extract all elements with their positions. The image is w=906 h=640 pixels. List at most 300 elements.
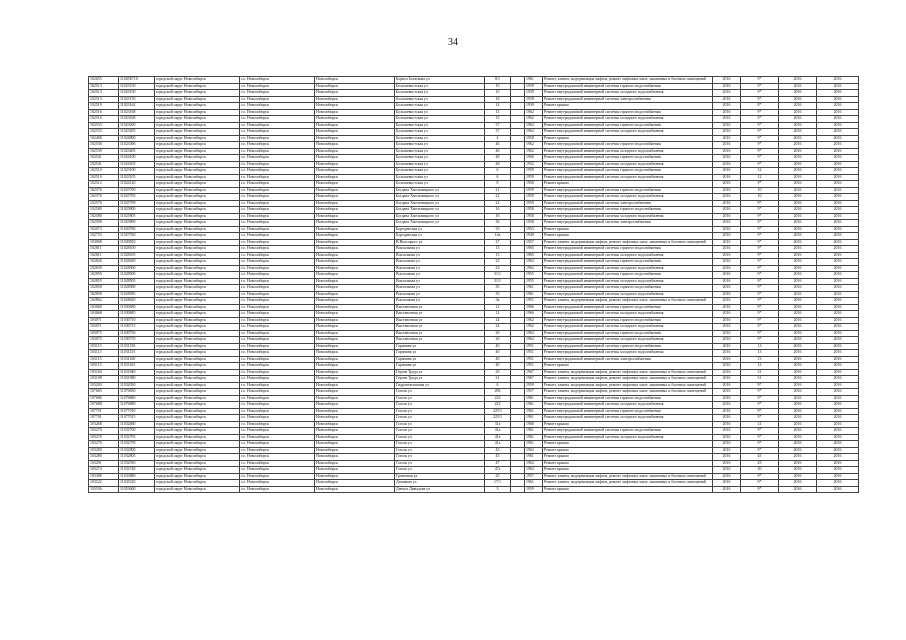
table-cell-n: 9* bbox=[741, 142, 779, 149]
table-cell-city: г.о. Новосибирск bbox=[240, 116, 315, 123]
table-cell-house: 24 bbox=[485, 324, 511, 331]
table-cell-house: 8 bbox=[485, 181, 511, 188]
table-cell-n: 9* bbox=[741, 259, 779, 266]
table-cell-street: Гоголя ул bbox=[395, 389, 485, 396]
table-cell-district: городской округ Новосибирск bbox=[155, 96, 240, 103]
table-cell-y1: 2016 bbox=[713, 382, 741, 389]
table-cell-year: 1962 bbox=[525, 460, 543, 467]
table-cell-y3: 2016 bbox=[817, 389, 859, 396]
table-cell-street: Большевистская ул bbox=[395, 116, 485, 123]
table-cell-n: 9* bbox=[741, 304, 779, 311]
table-cell-y3: 2016 bbox=[817, 324, 859, 331]
table-cell-y3: 2016 bbox=[817, 363, 859, 370]
table-cell-street: В.Высоцкого ул bbox=[395, 239, 485, 246]
table-cell-works: Ремонт внутридомовой инженерной системы электроснабжения bbox=[543, 220, 713, 227]
table-cell-works: Ремонт внутридомовой инженерной системы холодного водоснабжения bbox=[543, 116, 713, 123]
table-cell-street: Большевистская ул bbox=[395, 142, 485, 149]
table-cell-y2: 2016 bbox=[779, 356, 817, 363]
table-cell-y1: 2016 bbox=[713, 317, 741, 324]
table-cell-n: 9* bbox=[741, 428, 779, 435]
table-cell-municipality: Новосибирск bbox=[315, 252, 395, 259]
table-cell-district: городской округ Новосибирск bbox=[155, 259, 240, 266]
table-cell-code: 11076830 bbox=[119, 389, 155, 396]
table-cell-city: г.о. Новосибирск bbox=[240, 337, 315, 344]
table-cell-code: 11023150 bbox=[119, 83, 155, 90]
table-cell-y1: 2016 bbox=[713, 187, 741, 194]
table-cell-works: Ремонт внутридомовой инженерной системы горячего водоснабжения bbox=[543, 330, 713, 337]
table-cell-house: 45 bbox=[485, 454, 511, 461]
table-cell-city: г.о. Новосибирск bbox=[240, 421, 315, 428]
table-cell-id: 102655 bbox=[89, 77, 119, 84]
table-cell-street: Большевистская ул bbox=[395, 103, 485, 110]
table-cell-street: Богдана Хмельницкого ул bbox=[395, 187, 485, 194]
table-cell-year: 1957 bbox=[525, 473, 543, 480]
table-cell-y2: 2016 bbox=[779, 207, 817, 214]
table-cell-house: 26 bbox=[485, 330, 511, 337]
table-cell-n: 9* bbox=[741, 220, 779, 227]
table-cell-house: 26 bbox=[485, 337, 511, 344]
table-cell-year: 1962 bbox=[525, 330, 543, 337]
table-cell-year: 1962 bbox=[525, 109, 543, 116]
table-cell-district: городской округ Новосибирск bbox=[155, 103, 240, 110]
table-cell-y1: 2016 bbox=[713, 103, 741, 110]
table-cell-y2: 2016 bbox=[779, 265, 817, 272]
table-cell-y3: 2016 bbox=[817, 226, 859, 233]
table-cell-code: 11028585 bbox=[119, 291, 155, 298]
table-cell-municipality: Новосибирск bbox=[315, 441, 395, 448]
table-cell-district: городской округ Новосибирск bbox=[155, 122, 240, 129]
table-cell-house: 13 bbox=[485, 252, 511, 259]
table-cell-y1: 2016 bbox=[713, 428, 741, 435]
table-cell-house: 206 bbox=[485, 389, 511, 396]
table-cell-code: 11025800 bbox=[119, 207, 155, 214]
table-cell-n: 9* bbox=[741, 395, 779, 402]
table-cell-works: Ремонт крыши bbox=[543, 454, 713, 461]
table-cell-id: 107701 bbox=[89, 415, 119, 422]
table-cell-y2: 2016 bbox=[779, 324, 817, 331]
table-cell-code: 11031980 bbox=[119, 376, 155, 383]
table-cell-municipality: Новосибирск bbox=[315, 194, 395, 201]
table-cell-year: 1961 bbox=[525, 408, 543, 415]
table-cell-id: 103115 bbox=[89, 363, 119, 370]
table-cell-code: 11028105 bbox=[119, 252, 155, 259]
table-cell-y1: 2016 bbox=[713, 434, 741, 441]
table-cell-municipality: Новосибирск bbox=[315, 174, 395, 181]
table-cell-y1: 2016 bbox=[713, 265, 741, 272]
table-cell-year: 1962 bbox=[525, 337, 543, 344]
table-cell-district: городской округ Новосибирск bbox=[155, 285, 240, 292]
table-cell-municipality: Новосибирск bbox=[315, 187, 395, 194]
table-cell-id: 103071 bbox=[89, 317, 119, 324]
table-cell-house: 31 bbox=[485, 376, 511, 383]
table-cell-city: г.о. Новосибирск bbox=[240, 90, 315, 97]
table-cell-year: 1959 bbox=[525, 174, 543, 181]
table-cell-street: Вокзальная ул bbox=[395, 246, 485, 253]
table-cell-code: 11028260 bbox=[119, 259, 155, 266]
table-cell-n: 10 bbox=[741, 194, 779, 201]
table-cell-municipality: Новосибирск bbox=[315, 382, 395, 389]
table-cell-y2: 2016 bbox=[779, 122, 817, 129]
table-cell-code: 11032680 bbox=[119, 421, 155, 428]
table-cell-y3: 2016 bbox=[817, 233, 859, 240]
table-cell-house: 22 bbox=[485, 200, 511, 207]
table-cell-n: 9* bbox=[741, 272, 779, 279]
table-cell-id: 103291 bbox=[89, 460, 119, 467]
table-cell-district: городской округ Новосибирск bbox=[155, 454, 240, 461]
table-cell-city: г.о. Новосибирск bbox=[240, 311, 315, 318]
table-cell-y1: 2016 bbox=[713, 109, 741, 116]
table-cell-city: г.о. Новосибирск bbox=[240, 239, 315, 246]
table-cell-year: 1962 bbox=[525, 122, 543, 129]
table-cell-n: 9* bbox=[741, 337, 779, 344]
table-cell-code: 11025705 bbox=[119, 194, 155, 201]
table-cell-y3: 2016 bbox=[817, 259, 859, 266]
table-cell-city: г.о. Новосибирск bbox=[240, 376, 315, 383]
table-cell-id: 103008 bbox=[89, 239, 119, 246]
table-cell-y1: 2016 bbox=[713, 168, 741, 175]
table-cell-id: 103522 bbox=[89, 480, 119, 487]
table-cell-street: Большевистская ул bbox=[395, 135, 485, 142]
table-cell-y2: 2016 bbox=[779, 285, 817, 292]
table-cell-id: 102516 bbox=[89, 109, 119, 116]
table-cell-works: Ремонт, замена, модернизация лифтов, ремонт лифтовых шахт, машинных и блочных помещений bbox=[543, 376, 713, 383]
table-cell-city: г.о. Новосибирск bbox=[240, 213, 315, 220]
table-cell-y2: 2016 bbox=[779, 311, 817, 318]
table-cell-city: г.о. Новосибирск bbox=[240, 291, 315, 298]
table-cell-year: 1961 bbox=[525, 441, 543, 448]
table-cell-y2: 2016 bbox=[779, 103, 817, 110]
table-cell-y3: 2016 bbox=[817, 428, 859, 435]
table-cell-n: 8* bbox=[741, 103, 779, 110]
table-cell-id: 103115 bbox=[89, 356, 119, 363]
table-cell-district: городской округ Новосибирск bbox=[155, 441, 240, 448]
table-cell-works: Ремонт внутридомовой инженерной системы холодного водоснабжения bbox=[543, 161, 713, 168]
table-cell-district: городской округ Новосибирск bbox=[155, 90, 240, 97]
table-cell-municipality: Новосибирск bbox=[315, 285, 395, 292]
table-cell-house: 12 bbox=[485, 304, 511, 311]
table-cell-n: 9* bbox=[741, 265, 779, 272]
table-cell-n: 10 bbox=[741, 187, 779, 194]
table-cell-house: 29 bbox=[485, 369, 511, 376]
table-cell-house: 14 bbox=[485, 103, 511, 110]
table-cell-street: Вокзальная ул bbox=[395, 272, 485, 279]
table-cell-code: 11032705 bbox=[119, 434, 155, 441]
table-cell-house: 4 bbox=[485, 135, 511, 142]
table-cell-works: Ремонт, замена, модернизация лифтов, ремонт лифтовых шахт, машинных и блочных помещений bbox=[543, 473, 713, 480]
table-cell-district: городской округ Новосибирск bbox=[155, 389, 240, 396]
table-cell-y1: 2016 bbox=[713, 480, 741, 487]
table-cell-works: Ремонт внутридомовой инженерной системы горячего водоснабжения bbox=[543, 317, 713, 324]
table-cell-y1: 2016 bbox=[713, 194, 741, 201]
table-cell-year: 1955 bbox=[525, 278, 543, 285]
table-cell-y1: 2016 bbox=[713, 181, 741, 188]
table-cell-district: городской округ Новосибирск bbox=[155, 155, 240, 162]
table-cell-id: 103270 bbox=[89, 428, 119, 435]
table-cell-y2: 2016 bbox=[779, 415, 817, 422]
table-cell-municipality: Новосибирск bbox=[315, 226, 395, 233]
table-cell-works: Ремонт внутридомовой инженерной системы холодного водоснабжения bbox=[543, 402, 713, 409]
table-cell-works: Ремонт внутридомовой инженерной системы горячего водоснабжения bbox=[543, 207, 713, 214]
table-cell-year: 1959 bbox=[525, 168, 543, 175]
table-cell-y3: 2016 bbox=[817, 174, 859, 181]
table-cell-id: 102541 bbox=[89, 161, 119, 168]
table-cell-id: 102855 bbox=[89, 278, 119, 285]
table-cell-district: городской округ Новосибирск bbox=[155, 77, 240, 84]
table-cell-y3: 2016 bbox=[817, 369, 859, 376]
table-cell-y3: 2016 bbox=[817, 187, 859, 194]
table-cell-city: г.о. Новосибирск bbox=[240, 389, 315, 396]
table-cell-city: г.о. Новосибирск bbox=[240, 402, 315, 409]
table-cell-code: 11032030 bbox=[119, 382, 155, 389]
table-cell-works: Ремонт внутридомовой инженерной системы горячего водоснабжения bbox=[543, 343, 713, 350]
table-cell-works: Ремонт внутридомовой инженерной системы горячего водоснабжения bbox=[543, 83, 713, 90]
table-cell-year: 1939 bbox=[525, 90, 543, 97]
table-cell-city: г.о. Новосибирск bbox=[240, 408, 315, 415]
table-cell-street: Большевистская ул bbox=[395, 174, 485, 181]
table-cell-city: г.о. Новосибирск bbox=[240, 382, 315, 389]
table-cell-y1: 2016 bbox=[713, 200, 741, 207]
table-cell-n: 9* bbox=[741, 252, 779, 259]
table-cell-y2: 2016 bbox=[779, 155, 817, 162]
table-cell-y1: 2016 bbox=[713, 473, 741, 480]
table-cell-id: 102753 bbox=[89, 233, 119, 240]
table-cell-y2: 2016 bbox=[779, 473, 817, 480]
table-cell-street: Гоголя ул bbox=[395, 434, 485, 441]
table-cell-street: Гоголя ул bbox=[395, 467, 485, 474]
table-cell-id: 102576 bbox=[89, 200, 119, 207]
table-cell-n: 9* bbox=[741, 116, 779, 123]
table-cell-n: 9* bbox=[741, 135, 779, 142]
table-cell-house: 23 bbox=[485, 259, 511, 266]
table-cell-year: 1962 bbox=[525, 148, 543, 155]
table-cell-city: г.о. Новосибирск bbox=[240, 473, 315, 480]
table-cell-id: 103068 bbox=[89, 304, 119, 311]
table-cell-works: Ремонт внутридомовой инженерной системы горячего водоснабжения bbox=[543, 246, 713, 253]
table-cell-code: 11031160 bbox=[119, 356, 155, 363]
table-cell-city: г.о. Новосибирск bbox=[240, 207, 315, 214]
table-cell-id: 103075 bbox=[89, 337, 119, 344]
table-cell-y2: 2016 bbox=[779, 317, 817, 324]
table-cell-district: городской округ Новосибирск bbox=[155, 324, 240, 331]
table-cell-district: городской округ Новосибирск bbox=[155, 174, 240, 181]
table-cell-city: г.о. Новосибирск bbox=[240, 259, 315, 266]
table-cell-district: городской округ Новосибирск bbox=[155, 233, 240, 240]
table-cell-year: 1960 bbox=[525, 421, 543, 428]
table-cell-street: Большевистская ул bbox=[395, 109, 485, 116]
table-cell-year: 1959 bbox=[525, 194, 543, 201]
table-cell-y2: 2016 bbox=[779, 337, 817, 344]
table-cell-y2: 2016 bbox=[779, 382, 817, 389]
table-cell-works: Ремонт внутридомовой инженерной системы электроснабжения bbox=[543, 200, 713, 207]
table-cell-y2: 2016 bbox=[779, 421, 817, 428]
table-cell-y1: 2016 bbox=[713, 376, 741, 383]
table-cell-y1: 2016 bbox=[713, 207, 741, 214]
table-cell-works: Ремонт внутридомовой инженерной системы холодного водоснабжения bbox=[543, 324, 713, 331]
table-cell-code: 11023100 bbox=[119, 168, 155, 175]
table-cell-municipality: Новосибирск bbox=[315, 148, 395, 155]
table-cell-city: г.о. Новосибирск bbox=[240, 467, 315, 474]
table-cell-city: г.о. Новосибирск bbox=[240, 246, 315, 253]
table-cell-year: 1961 bbox=[525, 434, 543, 441]
table-cell-street: Вокзальная ул bbox=[395, 291, 485, 298]
table-cell-works: Ремонт внутридомовой инженерной системы горячего водоснабжения bbox=[543, 142, 713, 149]
table-cell-n: 9* bbox=[741, 96, 779, 103]
table-cell-y1: 2016 bbox=[713, 135, 741, 142]
table-cell-code: 11030680 bbox=[119, 304, 155, 311]
table-cell-street: Гранатная ул bbox=[395, 473, 485, 480]
table-cell-city: г.о. Новосибирск bbox=[240, 447, 315, 454]
table-cell-y1: 2016 bbox=[713, 291, 741, 298]
table-cell-city: г.о. Новосибирск bbox=[240, 148, 315, 155]
table-cell-code: 11025709 bbox=[119, 200, 155, 207]
table-cell-year: 1939 bbox=[525, 103, 543, 110]
table-cell-city: г.о. Новосибирск bbox=[240, 181, 315, 188]
table-body bbox=[89, 77, 859, 493]
table-cell-house: 31а bbox=[485, 421, 511, 428]
table-cell-code: 11032805 bbox=[119, 454, 155, 461]
table-cell-y2: 2016 bbox=[779, 460, 817, 467]
table-cell-city: г.о. Новосибирск bbox=[240, 460, 315, 467]
table-cell-code: 11032709 bbox=[119, 441, 155, 448]
table-cell-y1: 2016 bbox=[713, 239, 741, 246]
table-cell-id: 102590 bbox=[89, 220, 119, 227]
table-cell-y1: 2016 bbox=[713, 441, 741, 448]
table-cell-city: г.о. Новосибирск bbox=[240, 226, 315, 233]
table-cell-y3: 2016 bbox=[817, 142, 859, 149]
table-cell-n: 9* bbox=[741, 148, 779, 155]
table-cell-n: 9* bbox=[741, 109, 779, 116]
table-cell-y3: 2016 bbox=[817, 109, 859, 116]
table-cell-code: 11024800 bbox=[119, 135, 155, 142]
table-cell-y1: 2016 bbox=[713, 454, 741, 461]
table-cell-city: г.о. Новосибирск bbox=[240, 252, 315, 259]
table-cell-city: г.о. Новосибирск bbox=[240, 330, 315, 337]
table-cell-y1: 2016 bbox=[713, 148, 741, 155]
table-cell-y3: 2016 bbox=[817, 116, 859, 123]
table-cell-y2: 2016 bbox=[779, 83, 817, 90]
table-cell-city: г.о. Новосибирск bbox=[240, 135, 315, 142]
table-cell-municipality: Новосибирск bbox=[315, 77, 395, 84]
table-cell-works: Ремонт внутридомовой инженерной системы горячего водоснабжения bbox=[543, 428, 713, 435]
table-cell-id: 103115 bbox=[89, 350, 119, 357]
table-cell-city: г.о. Новосибирск bbox=[240, 317, 315, 324]
table-cell-city: г.о. Новосибирск bbox=[240, 304, 315, 311]
table-cell-house: 48 bbox=[485, 155, 511, 162]
table-cell-n: 9* bbox=[741, 239, 779, 246]
table-cell-y3: 2016 bbox=[817, 252, 859, 259]
table-cell-year: 1958 bbox=[525, 207, 543, 214]
table-cell-municipality: Новосибирск bbox=[315, 389, 395, 396]
table-cell-n: 9* bbox=[741, 317, 779, 324]
table-cell-street: Гоголя ул bbox=[395, 408, 485, 415]
table-cell-year: 1962 bbox=[525, 324, 543, 331]
table-cell-district: городской округ Новосибирск bbox=[155, 369, 240, 376]
table-cell-n: 9* bbox=[741, 441, 779, 448]
table-cell-street: Гаранина ул bbox=[395, 363, 485, 370]
table-cell-district: городской округ Новосибирск bbox=[155, 317, 240, 324]
table-cell-code: 11023150 bbox=[119, 90, 155, 97]
table-cell-municipality: Новосибирск bbox=[315, 135, 395, 142]
table-cell-y2: 2016 bbox=[779, 168, 817, 175]
table-cell-y1: 2016 bbox=[713, 304, 741, 311]
table-cell-house: 6 bbox=[485, 174, 511, 181]
table-cell-municipality: Новосибирск bbox=[315, 116, 395, 123]
table-cell-year: 1960 bbox=[525, 155, 543, 162]
table-cell-house: 8/1 bbox=[485, 77, 511, 84]
table-cell-code: 11023105 bbox=[119, 174, 155, 181]
table-cell-works: Ремонт внутридомовой инженерной системы горячего водоснабжения bbox=[543, 304, 713, 311]
table-cell-y2: 2016 bbox=[779, 96, 817, 103]
table-cell-city: г.о. Новосибирск bbox=[240, 278, 315, 285]
table-cell-y3: 2016 bbox=[817, 454, 859, 461]
table-cell-house: 10 bbox=[485, 96, 511, 103]
table-cell-year: 1952 bbox=[525, 161, 543, 168]
table-cell-municipality: Новосибирск bbox=[315, 168, 395, 175]
table-cell-y2: 2016 bbox=[779, 389, 817, 396]
table-cell-municipality: Новосибирск bbox=[315, 207, 395, 214]
table-cell-year: 1966 bbox=[525, 311, 543, 318]
table-cell-n: 9* bbox=[741, 129, 779, 136]
table-cell-code: 11032740 bbox=[119, 467, 155, 474]
table-cell-year: 1951 bbox=[525, 350, 543, 357]
table-cell-n: 9* bbox=[741, 83, 779, 90]
table-cell-house: 16 bbox=[485, 213, 511, 220]
table-cell-y3: 2016 bbox=[817, 395, 859, 402]
table-cell-district: городской округ Новосибирск bbox=[155, 142, 240, 149]
table-cell-n: 9* bbox=[741, 291, 779, 298]
table-cell-n: 9* bbox=[741, 77, 779, 84]
table-cell-street: Выставочная ул bbox=[395, 330, 485, 337]
table-cell-works: Ремонт внутридомовой инженерной системы холодного водоснабжения bbox=[543, 265, 713, 272]
table-cell-city: г.о. Новосибирск bbox=[240, 395, 315, 402]
table-cell-municipality: Новосибирск bbox=[315, 298, 395, 305]
table-cell-house: 31/1 bbox=[485, 272, 511, 279]
table-cell-code: 11023150 bbox=[119, 96, 155, 103]
table-cell-house: 16 bbox=[485, 207, 511, 214]
table-cell-n: 9* bbox=[741, 233, 779, 240]
table-cell-y1: 2016 bbox=[713, 363, 741, 370]
table-cell-year: 1959 bbox=[525, 382, 543, 389]
table-cell-y1: 2016 bbox=[713, 467, 741, 474]
table-cell-house: 15 bbox=[485, 109, 511, 116]
table-cell-city: г.о. Новосибирск bbox=[240, 168, 315, 175]
table-cell-id: 103198 bbox=[89, 376, 119, 383]
table-cell-works: Ремонт внутридомовой инженерной системы горячего водоснабжения bbox=[543, 395, 713, 402]
table-cell-street: Богдана Хмельницкого ул bbox=[395, 213, 485, 220]
table-cell-id: 102580 bbox=[89, 207, 119, 214]
table-cell-district: городской округ Новосибирск bbox=[155, 135, 240, 142]
table-cell-y2: 2016 bbox=[779, 213, 817, 220]
table-cell-house: 35 bbox=[485, 285, 511, 292]
table-cell-street: Вокзальная ул bbox=[395, 259, 485, 266]
table-cell-city: г.о. Новосибирск bbox=[240, 350, 315, 357]
table-cell-code: 11023200 bbox=[119, 122, 155, 129]
table-cell-year: 1957 bbox=[525, 389, 543, 396]
table-cell-district: городской округ Новосибирск bbox=[155, 239, 240, 246]
table-cell-y1: 2016 bbox=[713, 324, 741, 331]
table-cell-y3: 2016 bbox=[817, 207, 859, 214]
table-cell-y1: 2016 bbox=[713, 415, 741, 422]
table-cell-code: 11030755 bbox=[119, 337, 155, 344]
table-cell-works: Ремонт внутридомовой инженерной системы холодного водоснабжения bbox=[543, 278, 713, 285]
table-cell-year: 1951 bbox=[525, 343, 543, 350]
table-cell-n: 13 bbox=[741, 356, 779, 363]
table-cell-y1: 2016 bbox=[713, 343, 741, 350]
table-cell-works: Ремонт крыши bbox=[543, 363, 713, 370]
table-cell-id: 102811 bbox=[89, 246, 119, 253]
table-cell-year: 1961 bbox=[525, 285, 543, 292]
table-cell-code: 11077010 bbox=[119, 408, 155, 415]
